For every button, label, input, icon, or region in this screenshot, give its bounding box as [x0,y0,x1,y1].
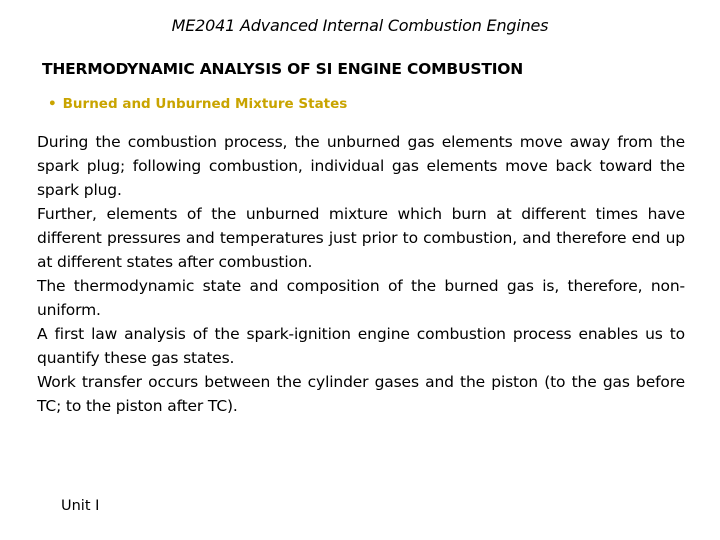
paragraph: Further, elements of the unburned mixture which burn at different times have different pressures and temperatures just prior to combustion, and therefore end up at different states after combustion. [37,205,685,271]
bullet-marker: • [48,96,57,112]
paragraph: The thermodynamic state and composition of the burned gas is, therefore, non-uniform. [37,277,685,319]
paragraph: A first law analysis of the spark-ignition engine combustion process enables us to quantify these gas states. [37,325,685,367]
unit-label: Unit I [61,498,100,514]
bullet-item [48,96,347,112]
paragraph: During the combustion process, the unburned gas elements move away from the spark plug; following combustion, individual gas elements move back toward the spark plug. [37,133,685,199]
bullet-text: Burned and Unburned Mixture States [62,96,348,112]
course-title: ME2041 Advanced Internal Combustion Engines [171,16,549,35]
body-text [37,130,685,418]
section-title: THERMODYNAMIC ANALYSIS OF SI ENGINE COMBUSTION [42,60,524,78]
paragraph: Work transfer occurs between the cylinder gases and the piston (to the gas before TC; to the piston after TC). [37,373,685,415]
